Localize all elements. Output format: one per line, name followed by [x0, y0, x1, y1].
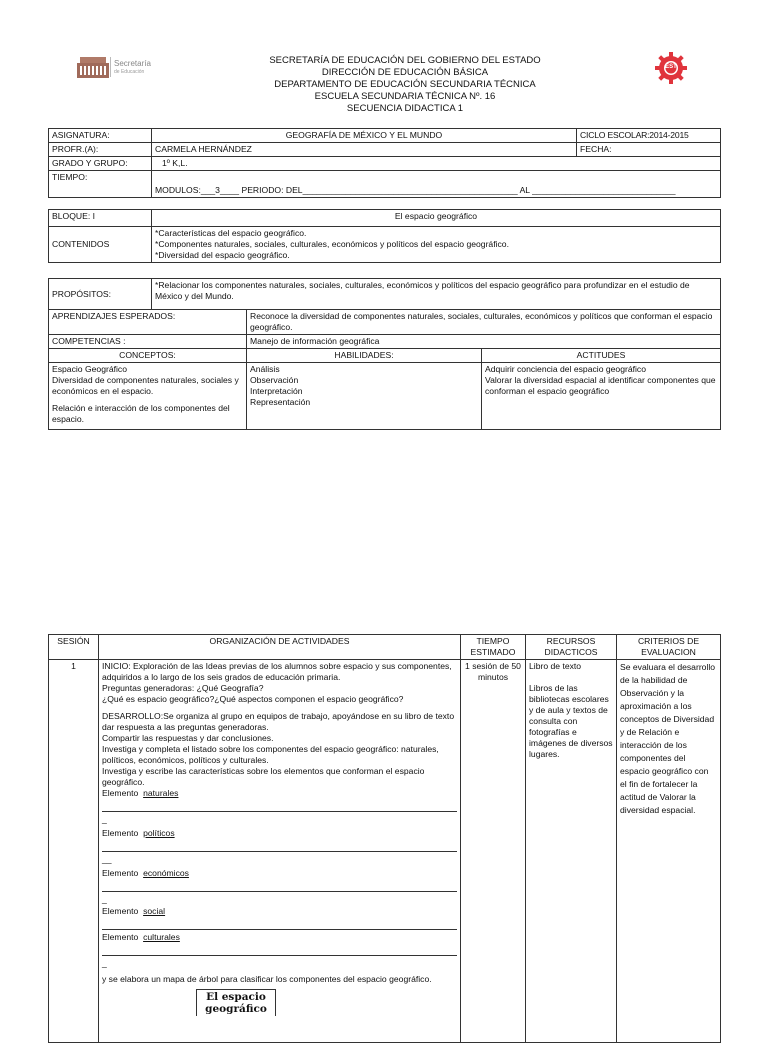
- actitud-item: Valorar la diversidad espacial al identificar componentes que conforman el espacio geográfico: [485, 375, 716, 396]
- logo-right-text: EST: [665, 64, 677, 70]
- desarrollo-line: Investiga y escribe las características sobre los elementos que conforman el espacio geográfico.: [102, 766, 425, 787]
- desarrollo-line: Investiga y completa el listado sobre los componentes del espacio geográfico: naturales, políticos, económicos, políticos y culturales.: [102, 744, 439, 765]
- answer-line[interactable]: [102, 879, 457, 892]
- header-line-3: DEPARTAMENTO DE EDUCACIÓN SECUNDARIA TÉCNICA: [274, 79, 536, 90]
- elemento-row: Elemento naturales: [102, 788, 179, 798]
- logo-left-sub: de Educación: [114, 69, 145, 75]
- elemento-economicos: económicos: [143, 868, 189, 878]
- inicio-paragraph: [102, 661, 457, 683]
- bloque-table: [48, 209, 721, 263]
- modulos-periodo: MODULOS:___3____ PERIODO: DEL_____________________________________________ AL ______________________________: [152, 171, 721, 198]
- preguntas-label: Preguntas generadoras:: [102, 683, 195, 693]
- actitudes-cell: [482, 363, 721, 430]
- inicio-text: Exploración de las Ideas previas de los alumnos sobre espacio y sus componentes, adquiridos a lo largo de los seis grados de educación primaria.: [102, 661, 452, 682]
- habilidades-cell: [247, 363, 482, 430]
- answer-line[interactable]: [102, 839, 457, 852]
- asignatura-label: ASIGNATURA:: [49, 129, 152, 143]
- desarrollo-line: Compartir las respuestas y dar conclusiones.: [102, 733, 274, 743]
- tiempo-label: TIEMPO:: [49, 171, 152, 198]
- actitudes-header: ACTITUDES: [482, 349, 721, 363]
- contenido-item: *Características del espacio geográfico.: [155, 228, 307, 238]
- elemento-culturales: culturales: [143, 932, 180, 942]
- answer-line[interactable]: [102, 943, 457, 956]
- aprendizajes-value: Reconoce la diversidad de componentes naturales, sociales, culturales, económicos y políticos que conforman el espacio geográfico.: [247, 310, 721, 335]
- profr-value: CARMELA HERNÁNDEZ: [152, 143, 577, 157]
- elemento-naturales: naturales: [143, 788, 179, 798]
- tiempo-cell: 1 sesión de 50 minutos: [461, 660, 526, 1043]
- session-number: 1: [49, 660, 99, 1043]
- bloque-value: El espacio geográfico: [152, 210, 721, 227]
- propositos-value: *Relacionar los componentes naturales, sociales, culturales, económicos y políticos del espacio geográfico para profundizar en el estudio de México y del Mundo.: [152, 279, 721, 310]
- tiempo-header: TIEMPO ESTIMADO: [461, 635, 526, 660]
- grado-value: 1º K,L.: [152, 157, 721, 171]
- elemento-social: social: [143, 906, 166, 916]
- logo-left-text: Secretaría: [114, 59, 151, 68]
- est-logo: [654, 51, 688, 85]
- habilidad-item: Análisis: [250, 364, 280, 374]
- competencias-label: COMPETENCIAS :: [49, 335, 247, 349]
- elemento-politicos: políticos: [143, 828, 175, 838]
- criterios-cell: Se evaluara el desarrollo de la habilidad de Observación y la aproximación a los conceptos de Diversidad y de Relación e interacción de los componentes del espacio geográfico con el fin de fortalecer la actitud de Valorar la diversidad espacial.: [617, 660, 721, 1043]
- preguntas-line-2: ¿Qué es espacio geográfico?¿Qué aspectos componen el espacio geográfico?: [102, 694, 404, 704]
- organizacion-header: ORGANIZACIÓN DE ACTIVIDADES: [99, 635, 461, 660]
- diagram-title: El espacio geográfico: [205, 991, 267, 1015]
- habilidad-item: Representación: [250, 397, 311, 407]
- contenido-item: *Diversidad del espacio geográfico.: [155, 250, 290, 260]
- preguntas-text: ¿Qué Geografía?: [194, 683, 264, 693]
- header-line-5: SECUENCIA DIDACTICA 1: [346, 103, 464, 114]
- sesion-header: SESIÓN: [49, 635, 99, 660]
- profr-label: PROFR.(A):: [49, 143, 152, 157]
- elemento-row: Elemento económicos: [102, 868, 189, 878]
- criterios-header: CRITERIOS DE EVALUACION: [617, 635, 721, 660]
- diagram-title-box: [196, 989, 276, 1016]
- concepto-item: Espacio Geográfico: [52, 364, 127, 374]
- answer-line[interactable]: [102, 917, 457, 930]
- recurso-item: Libros de las bibliotecas escolares y de aula y textos de consulta con fotografías e imágenes de diversos lugares.: [529, 683, 613, 759]
- fecha-label: FECHA:: [577, 143, 721, 157]
- competencias-value: Manejo de información geográfica: [247, 335, 721, 349]
- concepto-item: Diversidad de componentes naturales, sociales y económicos en el espacio.: [52, 375, 239, 396]
- habilidades-header: HABILIDADES:: [247, 349, 482, 363]
- info-table: [48, 128, 721, 198]
- recursos-cell: [526, 660, 617, 1043]
- propositos-label: PROPÓSITOS:: [49, 279, 152, 310]
- header-line-2: DIRECCIÓN DE EDUCACIÓN BÁSICA: [321, 67, 489, 78]
- concepto-item: Relación e interacción de los componentes del espacio.: [52, 403, 230, 424]
- inicio-label: INICIO:: [102, 661, 131, 671]
- recursos-header: RECURSOS DIDACTICOS: [526, 635, 617, 660]
- elemento-row: Elemento políticos: [102, 828, 175, 838]
- contenido-item: *Componentes naturales, sociales, culturales, económicos y políticos del espacio geográfico.: [155, 239, 509, 249]
- desarrollo-paragraph: [102, 711, 457, 733]
- habilidad-item: Interpretación: [250, 386, 303, 396]
- propositos-table: [48, 278, 721, 430]
- ciclo-escolar: CICLO ESCOLAR:2014-2015: [577, 129, 721, 143]
- answer-line[interactable]: [102, 799, 457, 812]
- habilidad-item: Observación: [250, 375, 299, 385]
- header-line-4: ESCUELA SECUNDARIA TÉCNICA Nº. 16: [314, 91, 496, 102]
- conceptos-header: CONCEPTOS:: [49, 349, 247, 363]
- recurso-item: Libro de texto: [529, 661, 582, 671]
- actitud-item: Adquirir conciencia del espacio geográfico: [485, 364, 646, 374]
- organizacion-cell: INICIO: Exploración de las Ideas previas de los alumnos sobre espacio y sus componentes, adquiridos a lo largo de los seis grados de educación primaria. Preguntas generadoras: ¿Qué Geografía? ¿Qué es espacio geográfico?¿Qué aspectos componen el espacio geográfico? DESARROLLO:Se organiza al grupo en equipos de trabajo, apoyándose en su libro de texto dar respuesta a las preguntas generadoras. Compartir las respuestas y dar conclusiones. Investiga y completa el listado sobre los componentes del espacio geográfico: naturales, políticos, económicos, políticos y culturales. Investiga y escribe las características sobre los elementos que conforman el espacio geográfico. Elemento naturales _ Elemento políticos __ Elemento económicos _ Elemento social Elemento culturales _ y se elabora un mapa de árbol para clasificar los componentes del espacio geográfico. El espacio geográfico: [99, 660, 461, 1043]
- asignatura-value: GEOGRAFÍA DE MÉXICO Y EL MUNDO: [152, 129, 577, 143]
- elemento-row: Elemento culturales: [102, 932, 180, 942]
- header-line-1: SECRETARÍA DE EDUCACIÓN DEL GOBIERNO DEL ESTADO: [269, 55, 541, 66]
- desarrollo-label: DESARROLLO:: [102, 711, 164, 721]
- bloque-label: BLOQUE: I: [49, 210, 152, 227]
- activities-table: [48, 634, 721, 1043]
- elemento-row: Elemento social: [102, 906, 166, 916]
- contenidos-list: [152, 227, 721, 263]
- conceptos-cell: [49, 363, 247, 430]
- building-icon: [76, 55, 110, 79]
- aprendizajes-label: APRENDIZAJES ESPERADOS:: [49, 310, 247, 335]
- preguntas-line: [102, 683, 457, 694]
- grado-label: GRADO Y GRUPO:: [49, 157, 152, 171]
- arbol-text: y se elabora un mapa de árbol para clasificar los componentes del espacio geográfico.: [102, 974, 432, 984]
- contenidos-label: CONTENIDOS: [49, 227, 152, 263]
- desarrollo-text: Se organiza al grupo en equipos de trabajo, apoyándose en su libro de texto dar respuesta a las preguntas generadoras.: [102, 711, 455, 732]
